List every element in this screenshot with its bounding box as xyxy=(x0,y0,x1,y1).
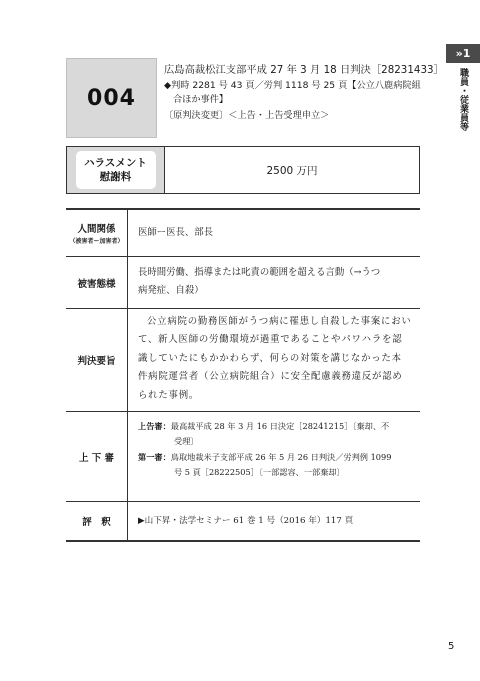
row-label-text: 上 下 審 xyxy=(78,452,115,464)
damage-type-line: 病発症、自殺） xyxy=(138,285,204,297)
judgment-line: 識していたにもかかわらず、何らの対策を講じなかった本 xyxy=(138,352,402,364)
review-text: ▶山下昇・法学セミナー 61 巻 1 号（2016 年）117 頁 xyxy=(138,515,354,526)
first-instance-label: 第一審： xyxy=(138,451,171,462)
damages-label-line: 慰謝料 xyxy=(99,171,132,183)
row-label-text: 被害態様 xyxy=(77,278,116,290)
case-citation xyxy=(164,79,428,107)
upper-appeal-text: 最高裁平成 28 年 3 月 16 日決定［28241215］〔棄却、不 xyxy=(170,421,390,431)
row-body xyxy=(128,502,420,540)
row-body xyxy=(128,412,420,501)
damages-box xyxy=(66,146,420,194)
judgment-line: 公立病院の勤務医師がうつ病に罹患し自殺した事案におい xyxy=(147,316,412,327)
upper-appeal-label: 上告審： xyxy=(138,421,171,431)
row-sublabel: （被害者ー加害者） xyxy=(69,238,124,245)
damages-label-line: ハラスメント xyxy=(84,157,147,169)
row-label-text: 評 釈 xyxy=(82,517,111,528)
upper-appeal-line xyxy=(138,419,414,434)
table-row-appeals xyxy=(66,412,420,502)
first-instance-text: 鳥取地裁米子支部平成 26 年 5 月 26 日判決／労判例 1099 xyxy=(170,451,392,462)
case-header xyxy=(164,62,444,123)
row-body xyxy=(128,210,420,256)
row-label xyxy=(66,309,128,411)
case-number-box xyxy=(66,58,157,138)
case-title: 広島高裁松江支部平成 27 年 3 月 18 日判決［28231433］ xyxy=(164,64,444,76)
chapter-label: 職員・従業員等 xyxy=(458,68,468,131)
row-label xyxy=(66,210,128,256)
damages-label xyxy=(76,151,156,189)
damages-amount: 2500 万円 xyxy=(266,164,318,177)
upper-appeal-line: 受理〕 xyxy=(174,436,199,447)
row-body xyxy=(128,309,420,411)
row-label-text: 人間関係 xyxy=(77,224,116,235)
case-detail-table xyxy=(66,208,420,542)
page-number: 5 xyxy=(448,641,455,652)
row-label xyxy=(66,257,128,308)
row-label xyxy=(66,502,128,540)
case-status: 〔原判決変更〕＜上告・上告受理申立＞ xyxy=(164,110,330,121)
case-citation-line: ◆判時 2281 号 43 頁／労判 1118 号 25 頁【公立八鹿病院組 xyxy=(164,80,421,91)
judgment-line: て、新人医師の労働環境が過重であることやパワハラを認 xyxy=(138,334,403,346)
first-instance-line xyxy=(138,450,414,465)
case-number: 004 xyxy=(87,85,136,111)
table-row-review xyxy=(66,502,420,540)
row-body xyxy=(128,257,420,308)
relationship-text: 医師ー医長、部長 xyxy=(138,226,214,238)
case-citation-line: 合ほか事件】 xyxy=(173,94,229,105)
judgment-line: 件病院運営者（公立病院組合）に安全配慮義務違反が認め xyxy=(138,371,403,383)
damage-type-line: 長時間労働、指導または叱責の範囲を超える言動（→うつ xyxy=(138,267,381,278)
table-row-judgment xyxy=(66,309,420,412)
table-row-relationship xyxy=(66,210,420,257)
first-instance-line: 号 5 頁［28222505］〔一部認容、一部棄却〕 xyxy=(174,466,345,477)
judgment-line: られた事例。 xyxy=(138,389,200,401)
damages-label-cell xyxy=(67,147,165,193)
table-row-damage-type xyxy=(66,257,420,309)
row-label-text: 判決要旨 xyxy=(77,356,116,367)
row-label xyxy=(66,412,128,501)
chapter-tab: »1 xyxy=(446,44,480,63)
